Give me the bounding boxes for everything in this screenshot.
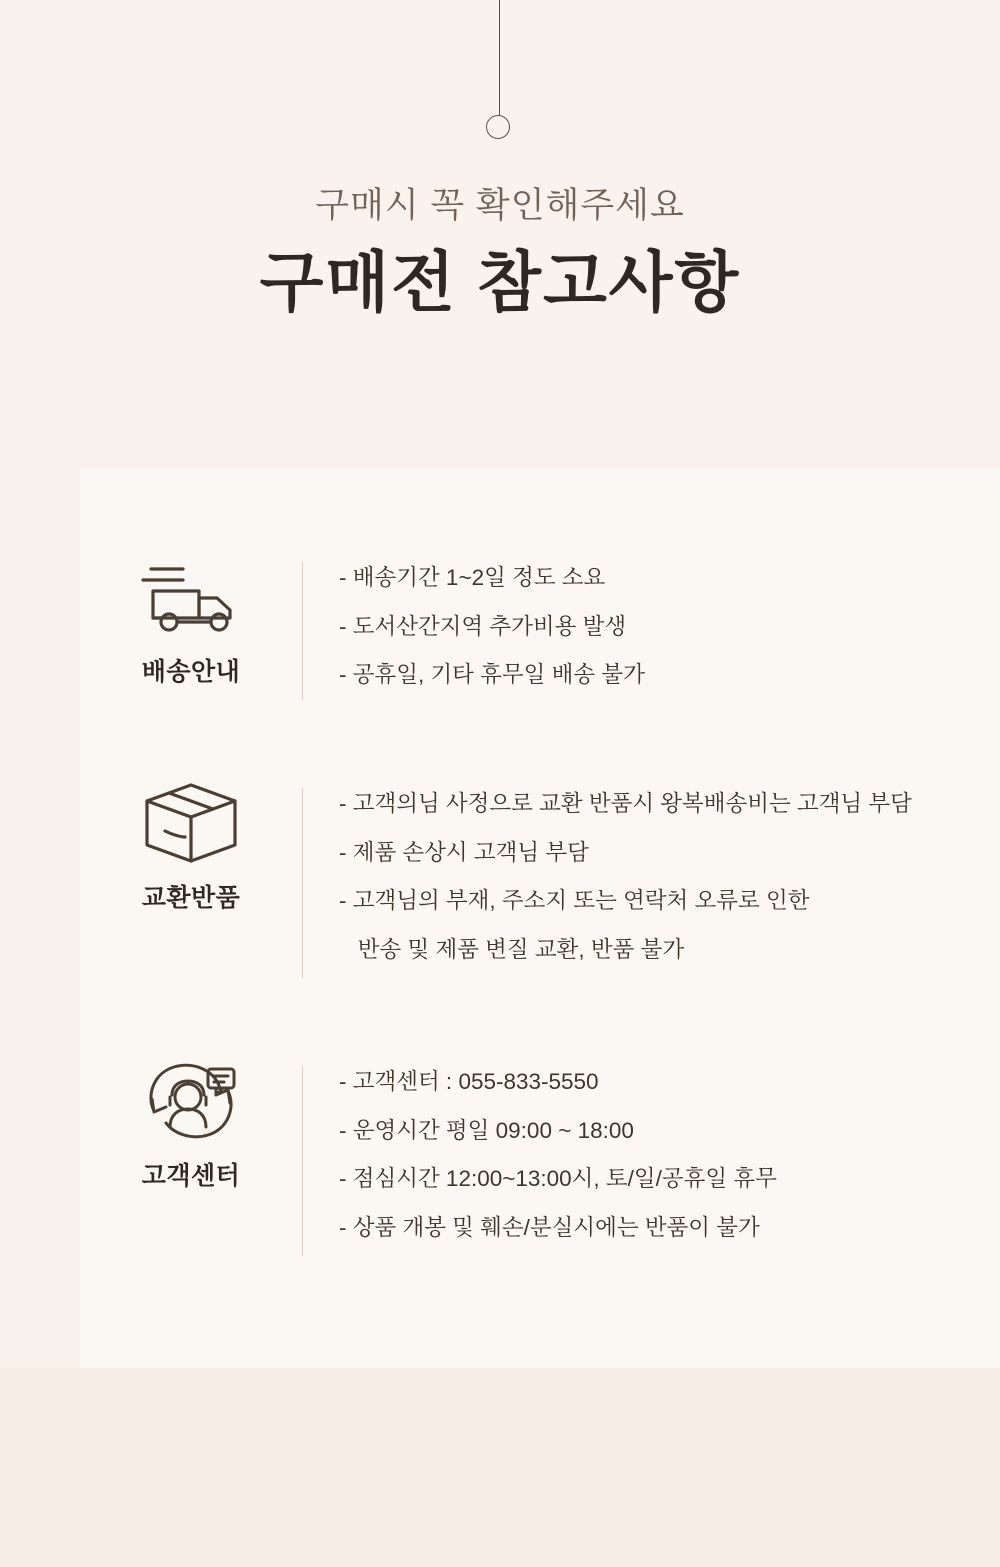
section-customer-center-line-2: - 운영시간 평일 09:00 ~ 18:00 (339, 1117, 634, 1143)
notice-sections (80, 468, 1000, 1256)
section-customer-center (80, 1060, 1000, 1256)
section-exchange-body (303, 782, 1000, 967)
section-exchange-label: 교환반품 (141, 884, 241, 912)
delivery-truck-icon (137, 556, 245, 638)
section-exchange-line-3: - 고객님의 부재, 주소지 또는 연락처 오류로 인한 (339, 888, 810, 914)
page-title: 구매전 참고사항 (259, 245, 741, 319)
notice-card (80, 468, 1000, 1368)
section-delivery-line-3: - 공휴일, 기타 휴무일 배송 불가 (339, 662, 645, 688)
hanger-ornament (0, 0, 1000, 160)
section-delivery (80, 556, 1000, 700)
package-box-icon (139, 782, 243, 864)
section-customer-center-line-3: - 점심시간 12:00~13:00시, 토/일/공휴일 휴무 (339, 1166, 777, 1192)
section-customer-center-icon-block (80, 1060, 302, 1192)
page-subtitle: 구매시 꼭 확인해주세요 (315, 186, 685, 225)
section-delivery-body (303, 556, 1000, 692)
section-exchange (80, 782, 1000, 978)
section-delivery-line-1: - 배송기간 1~2일 정도 소요 (339, 565, 606, 590)
customer-service-headset-icon (136, 1060, 246, 1142)
section-exchange-line-2: - 제품 손상시 고객님 부담 (339, 839, 589, 865)
page-header (0, 185, 1000, 321)
section-customer-center-line-1: - 고객센터 : 055-833-5550 (339, 1069, 599, 1094)
section-exchange-line-4: 반송 및 제품 변질 교환, 반품 불가 (339, 936, 685, 962)
section-delivery-label: 배송안내 (141, 658, 241, 686)
hanger-line (499, 0, 500, 118)
bottom-band (0, 1368, 1000, 1567)
hanger-circle-icon (486, 115, 510, 139)
section-customer-center-body (303, 1060, 1000, 1245)
section-delivery-line-2: - 도서산간지역 추가비용 발생 (339, 613, 627, 639)
section-delivery-icon-block (80, 556, 302, 688)
section-customer-center-line-4: - 상품 개봉 및 훼손/분실시에는 반품이 불가 (339, 1214, 760, 1240)
section-customer-center-label: 고객센터 (141, 1162, 241, 1190)
section-exchange-line-1: - 고객의님 사정으로 교환 반품시 왕복배송비는 고객님 부담 (339, 791, 912, 816)
section-exchange-icon-block (80, 782, 302, 914)
